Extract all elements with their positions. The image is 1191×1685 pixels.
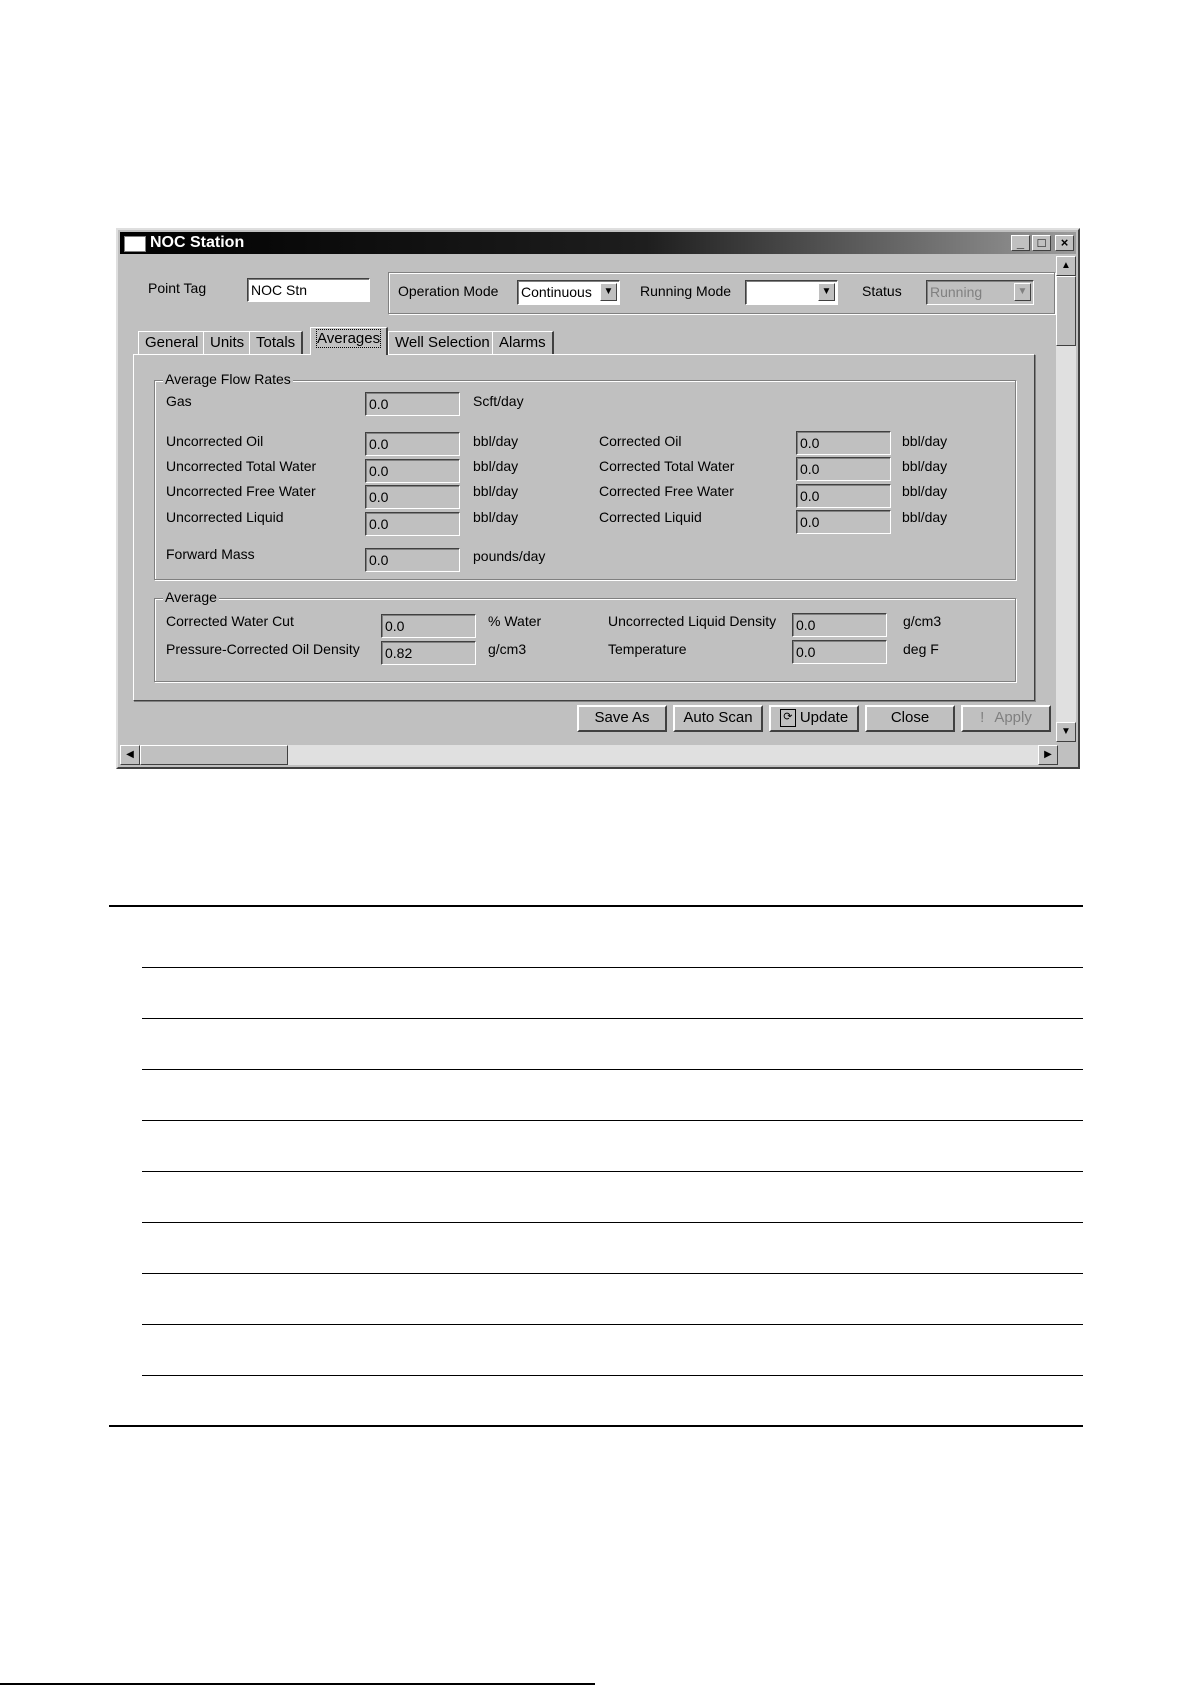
corrected-total-water-field: 0.0 — [796, 457, 891, 481]
uncorrected-oil-label: Uncorrected Oil — [166, 433, 264, 449]
table-row-rule — [142, 1069, 1083, 1070]
chevron-down-icon[interactable]: ▼ — [818, 283, 835, 301]
temperature-label: Temperature — [608, 641, 687, 657]
status-select — [926, 280, 1034, 305]
table-row-rule — [142, 1273, 1083, 1274]
tab-totals[interactable]: Totals — [249, 331, 303, 355]
table-row-rule — [142, 1324, 1083, 1325]
average-title: Average — [165, 589, 217, 605]
auto-scan-button[interactable]: Auto Scan — [673, 705, 763, 732]
corrected-water-cut-unit: % Water — [488, 613, 542, 629]
window-icon — [124, 236, 146, 252]
close-window-button[interactable]: × — [1055, 235, 1074, 251]
horizontal-scrollbar[interactable] — [120, 745, 1058, 765]
scroll-up-icon[interactable]: ▲ — [1056, 256, 1076, 276]
average-group — [154, 589, 1016, 682]
tab-alarms[interactable]: Alarms — [492, 331, 554, 355]
uncorrected-free-water-label: Uncorrected Free Water — [166, 483, 316, 499]
close-button[interactable]: Close — [865, 705, 955, 732]
apply-label: Apply — [994, 709, 1032, 726]
point-tag-field[interactable]: NOC Stn — [247, 278, 370, 302]
maximize-button[interactable]: □ — [1032, 235, 1051, 251]
pressure-corrected-oil-density-unit: g/cm3 — [488, 641, 527, 657]
operation-mode-label: Operation Mode — [398, 283, 499, 299]
status-label: Status — [862, 283, 902, 299]
uncorrected-liquid-density-field: 0.0 — [792, 613, 887, 637]
mode-group — [388, 272, 1055, 314]
noc-station-window — [116, 228, 1080, 769]
vertical-scrollbar[interactable] — [1056, 256, 1076, 742]
table-row-rule — [142, 1171, 1083, 1172]
gas-unit: Scft/day — [473, 393, 524, 409]
exclamation-icon: ! — [980, 709, 985, 726]
corrected-oil-field: 0.0 — [796, 431, 891, 455]
chevron-down-icon[interactable]: ▼ — [600, 283, 617, 301]
corrected-liquid-unit: bbl/day — [902, 509, 948, 525]
tab-averages[interactable] — [310, 327, 388, 355]
uncorrected-free-water-field: 0.0 — [365, 485, 460, 509]
corrected-free-water-field: 0.0 — [796, 484, 891, 508]
uncorrected-oil-field: 0.0 — [365, 432, 460, 456]
gas-label: Gas — [166, 393, 192, 409]
table-row-rule — [142, 1375, 1083, 1376]
uncorrected-liquid-field: 0.0 — [365, 512, 460, 536]
corrected-oil-label: Corrected Oil — [599, 433, 682, 449]
table-row-rule — [142, 967, 1083, 968]
corrected-water-cut-label: Corrected Water Cut — [166, 613, 294, 629]
temperature-unit: deg F — [903, 641, 939, 657]
uncorrected-liquid-unit: bbl/day — [473, 509, 519, 525]
status-value: Running — [930, 284, 983, 300]
corrected-water-cut-field: 0.0 — [381, 614, 476, 638]
operation-mode-value: Continuous — [521, 284, 592, 300]
title-bar[interactable] — [120, 232, 1076, 254]
uncorrected-liquid-density-label: Uncorrected Liquid Density — [608, 613, 777, 629]
uncorrected-total-water-unit: bbl/day — [473, 458, 519, 474]
scroll-left-icon[interactable]: ◀ — [120, 745, 140, 765]
refresh-icon: ⟳ — [780, 709, 796, 727]
uncorrected-total-water-field: 0.0 — [365, 459, 460, 483]
temperature-field: 0.0 — [792, 640, 887, 664]
forward-mass-label: Forward Mass — [166, 546, 255, 562]
gas-field: 0.0 — [365, 392, 460, 416]
uncorrected-liquid-label: Uncorrected Liquid — [166, 509, 284, 525]
pressure-corrected-oil-density-field: 0.82 — [381, 641, 476, 665]
corrected-liquid-field: 0.0 — [796, 510, 891, 534]
corrected-free-water-label: Corrected Free Water — [599, 483, 734, 499]
tab-general[interactable]: General — [138, 331, 206, 355]
pressure-corrected-oil-density-label: Pressure-Corrected Oil Density — [166, 641, 360, 657]
forward-mass-unit: pounds/day — [473, 548, 546, 564]
scroll-down-icon[interactable]: ▼ — [1056, 722, 1076, 742]
apply-button — [961, 705, 1051, 732]
uncorrected-total-water-label: Uncorrected Total Water — [166, 458, 317, 474]
minimize-button[interactable]: _ — [1011, 235, 1030, 251]
update-button[interactable] — [769, 705, 859, 732]
horizontal-scroll-thumb[interactable] — [140, 745, 288, 765]
table-row-rule — [142, 1222, 1083, 1223]
uncorrected-oil-unit: bbl/day — [473, 433, 519, 449]
averages-panel — [133, 354, 1035, 701]
corrected-free-water-unit: bbl/day — [902, 483, 948, 499]
forward-mass-field: 0.0 — [365, 548, 460, 572]
average-flow-rates-group — [154, 371, 1016, 580]
point-tag-label: Point Tag — [148, 280, 207, 296]
update-label: Update — [799, 709, 849, 726]
operation-mode-select[interactable] — [517, 280, 620, 305]
vertical-scroll-thumb[interactable] — [1056, 276, 1076, 346]
corrected-liquid-label: Corrected Liquid — [599, 509, 702, 525]
corrected-oil-unit: bbl/day — [902, 433, 948, 449]
tab-well-selection[interactable]: Well Selection — [388, 331, 498, 355]
table-bottom-rule — [109, 1425, 1083, 1427]
uncorrected-free-water-unit: bbl/day — [473, 483, 519, 499]
running-mode-label: Running Mode — [640, 283, 732, 299]
tab-averages-label: Averages — [317, 330, 381, 347]
scroll-right-icon[interactable]: ▶ — [1038, 745, 1058, 765]
chevron-down-icon: ▼ — [1014, 283, 1031, 301]
running-mode-select[interactable] — [745, 280, 838, 305]
save-as-button[interactable]: Save As — [577, 705, 667, 732]
table-row-rule — [142, 1018, 1083, 1019]
uncorrected-liquid-density-unit: g/cm3 — [903, 613, 942, 629]
table-top-rule — [109, 905, 1083, 907]
tab-units[interactable]: Units — [203, 331, 252, 355]
table-row-rule — [142, 1120, 1083, 1121]
corrected-total-water-label: Corrected Total Water — [599, 458, 735, 474]
average-flow-rates-title: Average Flow Rates — [165, 371, 291, 387]
corrected-total-water-unit: bbl/day — [902, 458, 948, 474]
window-title: NOC Station — [150, 234, 245, 251]
